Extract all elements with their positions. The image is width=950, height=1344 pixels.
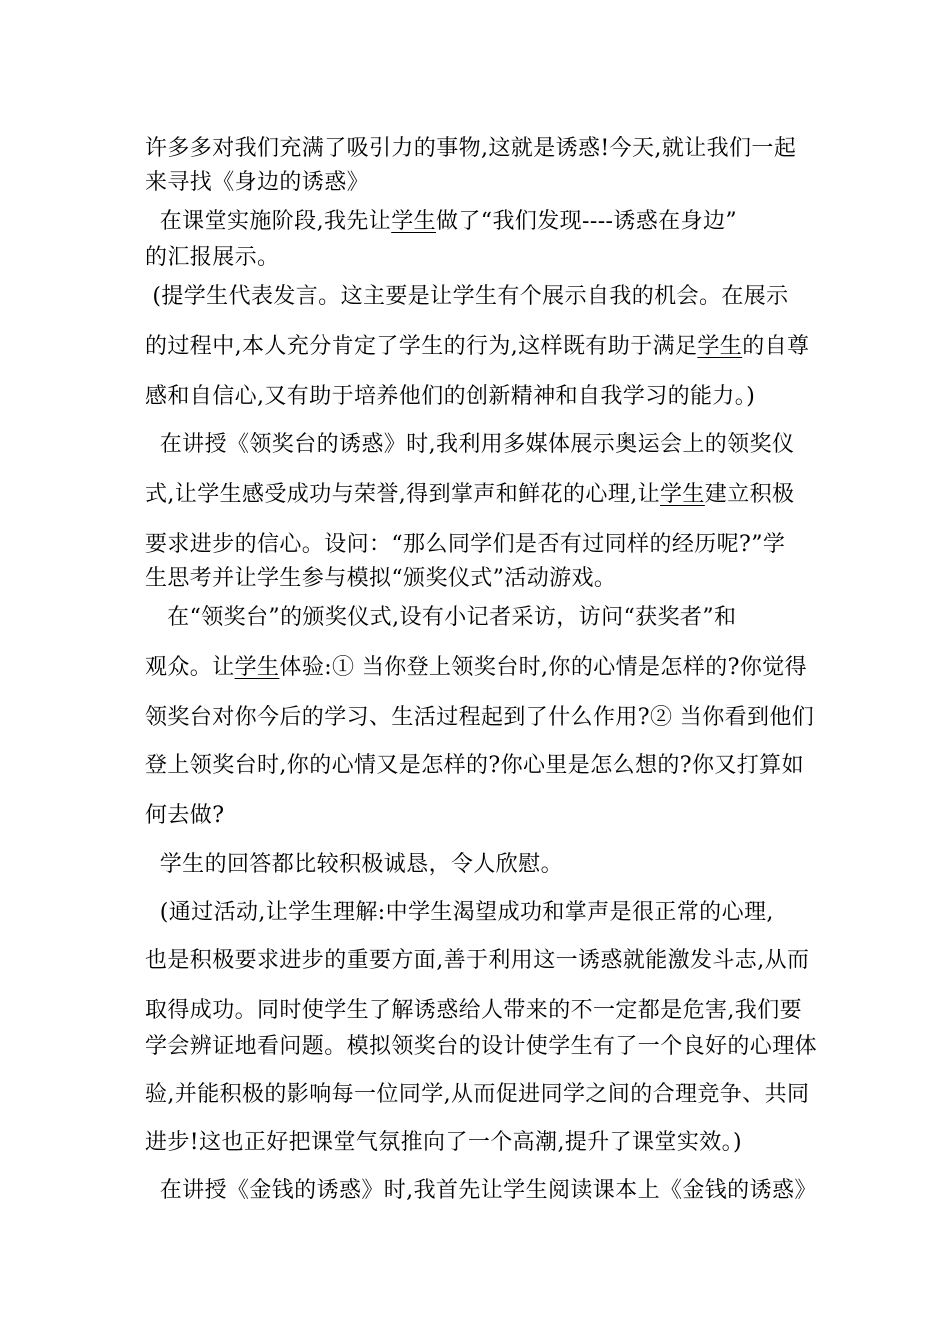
text-line bbox=[145, 207, 815, 237]
text-line bbox=[145, 168, 815, 198]
text-segment: 式,让学生感受成功与荣誉,得到掌声和鲜花的心理,让 bbox=[145, 482, 660, 507]
text-line bbox=[145, 801, 815, 831]
text-line bbox=[145, 850, 815, 880]
text-line bbox=[145, 282, 815, 312]
text-line bbox=[145, 530, 815, 560]
text-line bbox=[145, 1128, 815, 1158]
text-segment: 生思考并让学生参与模拟“颁奖仪式”活动游戏。 bbox=[145, 566, 617, 591]
text-line bbox=[145, 134, 815, 164]
text-segment: 的自尊 bbox=[742, 334, 810, 359]
text-segment: 的汇报展示。 bbox=[145, 245, 280, 270]
underlined-term: 学生 bbox=[234, 655, 280, 680]
text-line bbox=[145, 332, 815, 362]
text-line bbox=[145, 898, 815, 928]
text-segment: 在课堂实施阶段,我先让 bbox=[145, 209, 392, 234]
text-segment: 在“领奖台”的颁奖仪式,设有小记者采访，访问“获奖者”和 bbox=[145, 605, 737, 630]
text-line bbox=[145, 564, 815, 594]
text-segment: (提学生代表发言。这主要是让学生有个展示自我的机会。在展示 bbox=[145, 284, 789, 309]
text-line bbox=[145, 1176, 815, 1206]
text-segment: 来寻找《身边的诱惑》 bbox=[145, 170, 370, 195]
underlined-term: 学生 bbox=[659, 482, 705, 507]
text-segment: 观众。让 bbox=[145, 655, 235, 680]
text-segment: 在讲授《金钱的诱惑》时,我首先让学生阅读课本上《金钱的诱惑》 bbox=[145, 1178, 817, 1203]
text-segment: 学生的回答都比较积极诚恳，令人欣慰。 bbox=[145, 852, 563, 877]
text-line bbox=[145, 996, 815, 1026]
text-line bbox=[145, 603, 815, 633]
text-segment: 何去做? bbox=[145, 803, 225, 828]
text-segment: 做了“我们发现----诱惑在身边” bbox=[436, 209, 738, 234]
text-segment: 验,并能积极的影响每一位同学,从而促进同学之间的合理竞争、共同 bbox=[145, 1082, 810, 1107]
text-line bbox=[145, 653, 815, 683]
text-segment: 建立积极 bbox=[704, 482, 795, 507]
text-segment: 也是积极要求进步的重要方面,善于利用这一诱惑就能激发斗志,从而 bbox=[145, 948, 810, 973]
text-segment: 感和自信心,又有助于培养他们的创新精神和自我学习的能力。) bbox=[145, 384, 756, 409]
text-segment: 取得成功。同时使学生了解诱惑给人带来的不一定都是危害,我们要 bbox=[145, 998, 802, 1023]
text-segment: 进步!这也正好把课堂气氛推向了一个高潮,提升了课堂实效。) bbox=[145, 1130, 743, 1155]
text-segment: 许多多对我们充满了吸引力的事物,这就是诱惑!今天,就让我们一起 bbox=[145, 136, 797, 161]
text-segment: 领奖台对你今后的学习、生活过程起到了什么作用?② 当你看到他们 bbox=[145, 705, 815, 730]
text-segment: 登上领奖台时,你的心情又是怎样的?你心里是怎么想的?你又打算如 bbox=[145, 753, 804, 778]
text-line bbox=[145, 703, 815, 733]
text-segment: 体验:① 当你登上领奖台时,你的心情是怎样的?你觉得 bbox=[279, 655, 808, 680]
text-segment: 要求进步的信心。设问：“那么同学们是否有过同样的经历呢?”学 bbox=[145, 532, 786, 557]
text-line bbox=[145, 480, 815, 510]
text-segment: 在讲授《领奖台的诱惑》时,我利用多媒体展示奥运会上的领奖仪 bbox=[145, 432, 795, 457]
underlined-term: 学生 bbox=[697, 334, 743, 359]
text-segment: (通过活动,让学生理解:中学生渴望成功和掌声是很正常的心理, bbox=[145, 900, 774, 925]
text-line bbox=[145, 1080, 815, 1110]
text-line bbox=[145, 382, 815, 412]
text-segment: 的过程中,本人充分肯定了学生的行为,这样既有助于满足 bbox=[145, 334, 698, 359]
text-line bbox=[145, 430, 815, 460]
underlined-term: 学生 bbox=[391, 209, 436, 234]
text-line bbox=[145, 1032, 818, 1062]
text-line bbox=[145, 751, 815, 781]
text-line bbox=[145, 243, 815, 273]
text-segment: 学会辨证地看问题。模拟领奖台的设计使学生有了一个良好的心理体 bbox=[145, 1034, 818, 1059]
text-line bbox=[145, 946, 815, 976]
